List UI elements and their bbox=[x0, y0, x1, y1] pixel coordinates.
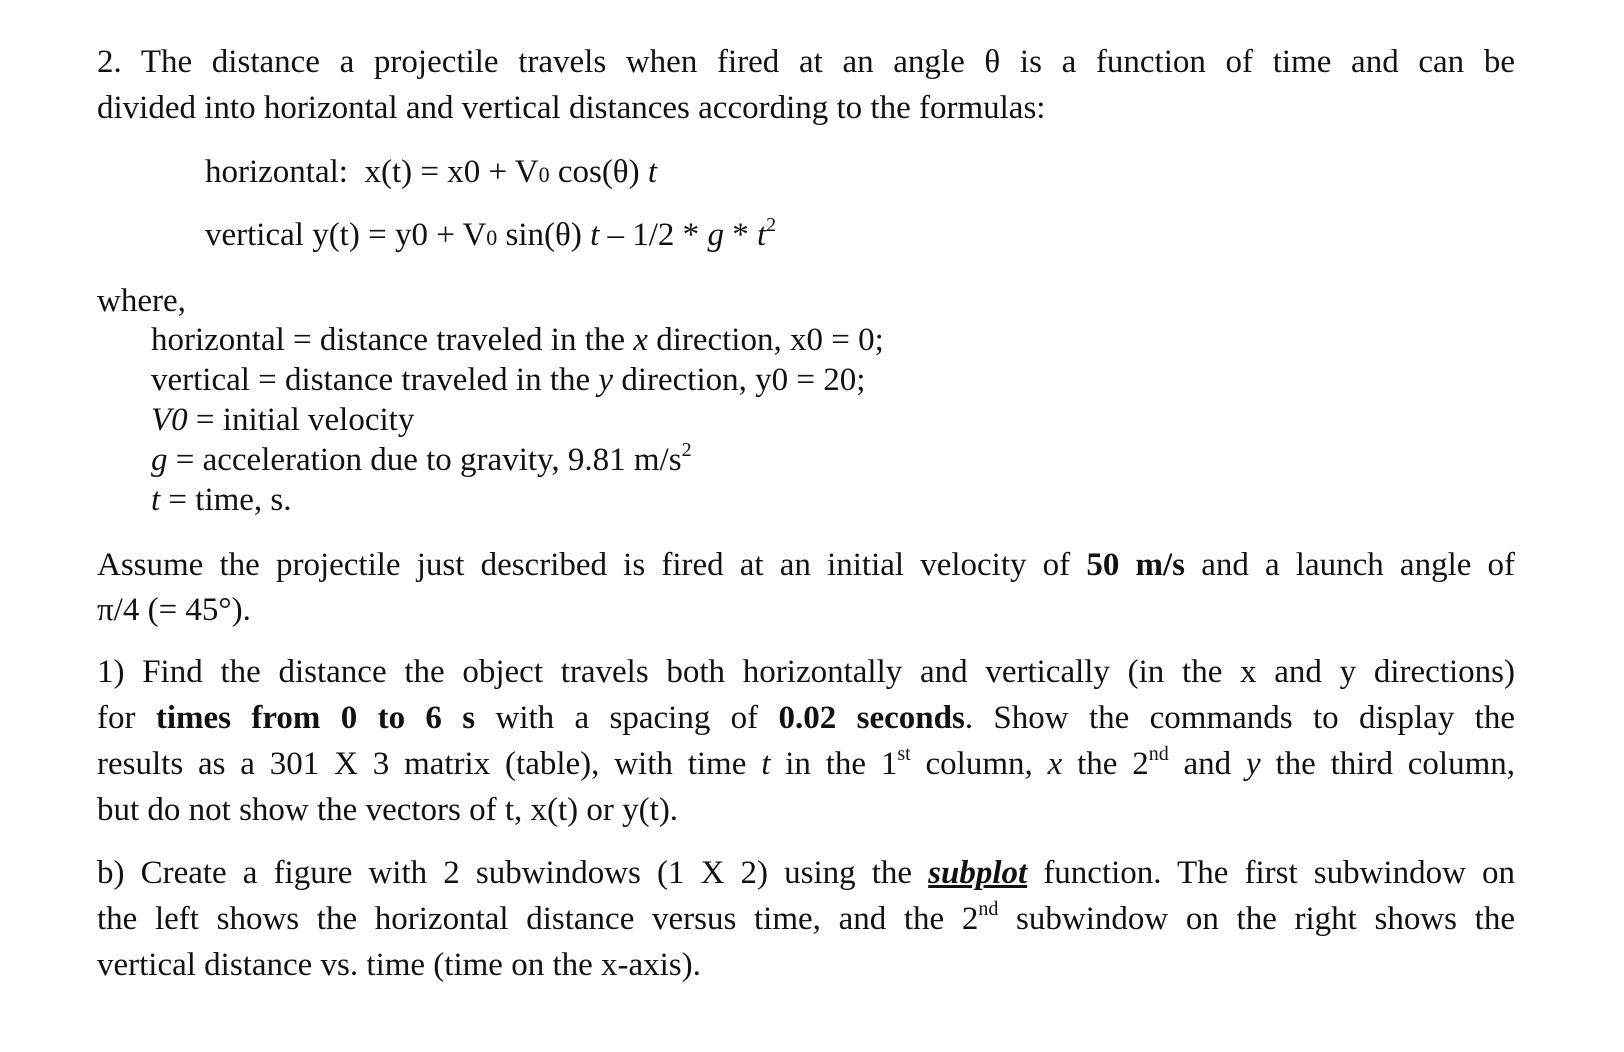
definition-g: g = acceleration due to gravity, 9.81 $m/s^2$ bbox=[151, 439, 692, 478]
intro-line-2: divided into horizontal and vertical distances according to the formulas: bbox=[97, 90, 1046, 126]
definition-vertical: vertical = distance traveled in the y direction, y0 = 20; bbox=[151, 362, 866, 398]
subplot-function-name: subplot bbox=[928, 855, 1028, 891]
partb-line-3: vertical distance vs. time (time on the x-axis). bbox=[97, 947, 701, 983]
definition-t: t = time, s. bbox=[151, 482, 292, 518]
horizontal-formula: horizontal: x(t) = x0 + V0 cos(θ) t bbox=[205, 154, 658, 190]
partb-line-1: b) Create a figure with 2 subwindows (1 X 2) using the subplot function. The first subwindow on bbox=[97, 855, 1516, 891]
partb-line-2: the left shows the horizontal distance versus time, and the 2nd subwindow on the right shows the bbox=[97, 898, 1515, 937]
vertical-formula: vertical y(t) = y0 + V0 sin(θ) t – 1/2 * g * $t^2$ bbox=[205, 214, 777, 253]
vertical-formula-label: vertical bbox=[205, 217, 304, 253]
where-label: where, bbox=[97, 283, 186, 319]
intro-line-1: 2. The distance a projectile travels when fired at an angle θ is a function of time and can be bbox=[97, 44, 1515, 80]
assume-line-1: Assume the projectile just described is fired at an initial velocity of 50 m/s and a launch angle of bbox=[97, 547, 1516, 583]
part1-line-4: but do not show the vectors of t, x(t) or y(t). bbox=[97, 792, 679, 828]
assume-line-2: π/4 (= 45°). bbox=[97, 592, 251, 628]
part1-line-3: results as a 301 X 3 matrix (table), with time t in the 1st column, x the 2nd and y the third column, bbox=[97, 743, 1516, 782]
definition-v0: V0 = initial velocity bbox=[151, 402, 415, 438]
part1-line-2: for times from 0 to 6 s with a spacing of 0.02 seconds. Show the commands to display the bbox=[97, 700, 1516, 736]
initial-velocity-value: 50 m/s bbox=[1086, 547, 1186, 583]
definition-horizontal: horizontal = distance traveled in the x direction, x0 = 0; bbox=[151, 322, 884, 358]
horizontal-formula-label: horizontal: bbox=[205, 154, 348, 190]
part1-line-1: 1) Find the distance the object travels both horizontally and vertically (in the x and y directions) bbox=[97, 654, 1515, 690]
